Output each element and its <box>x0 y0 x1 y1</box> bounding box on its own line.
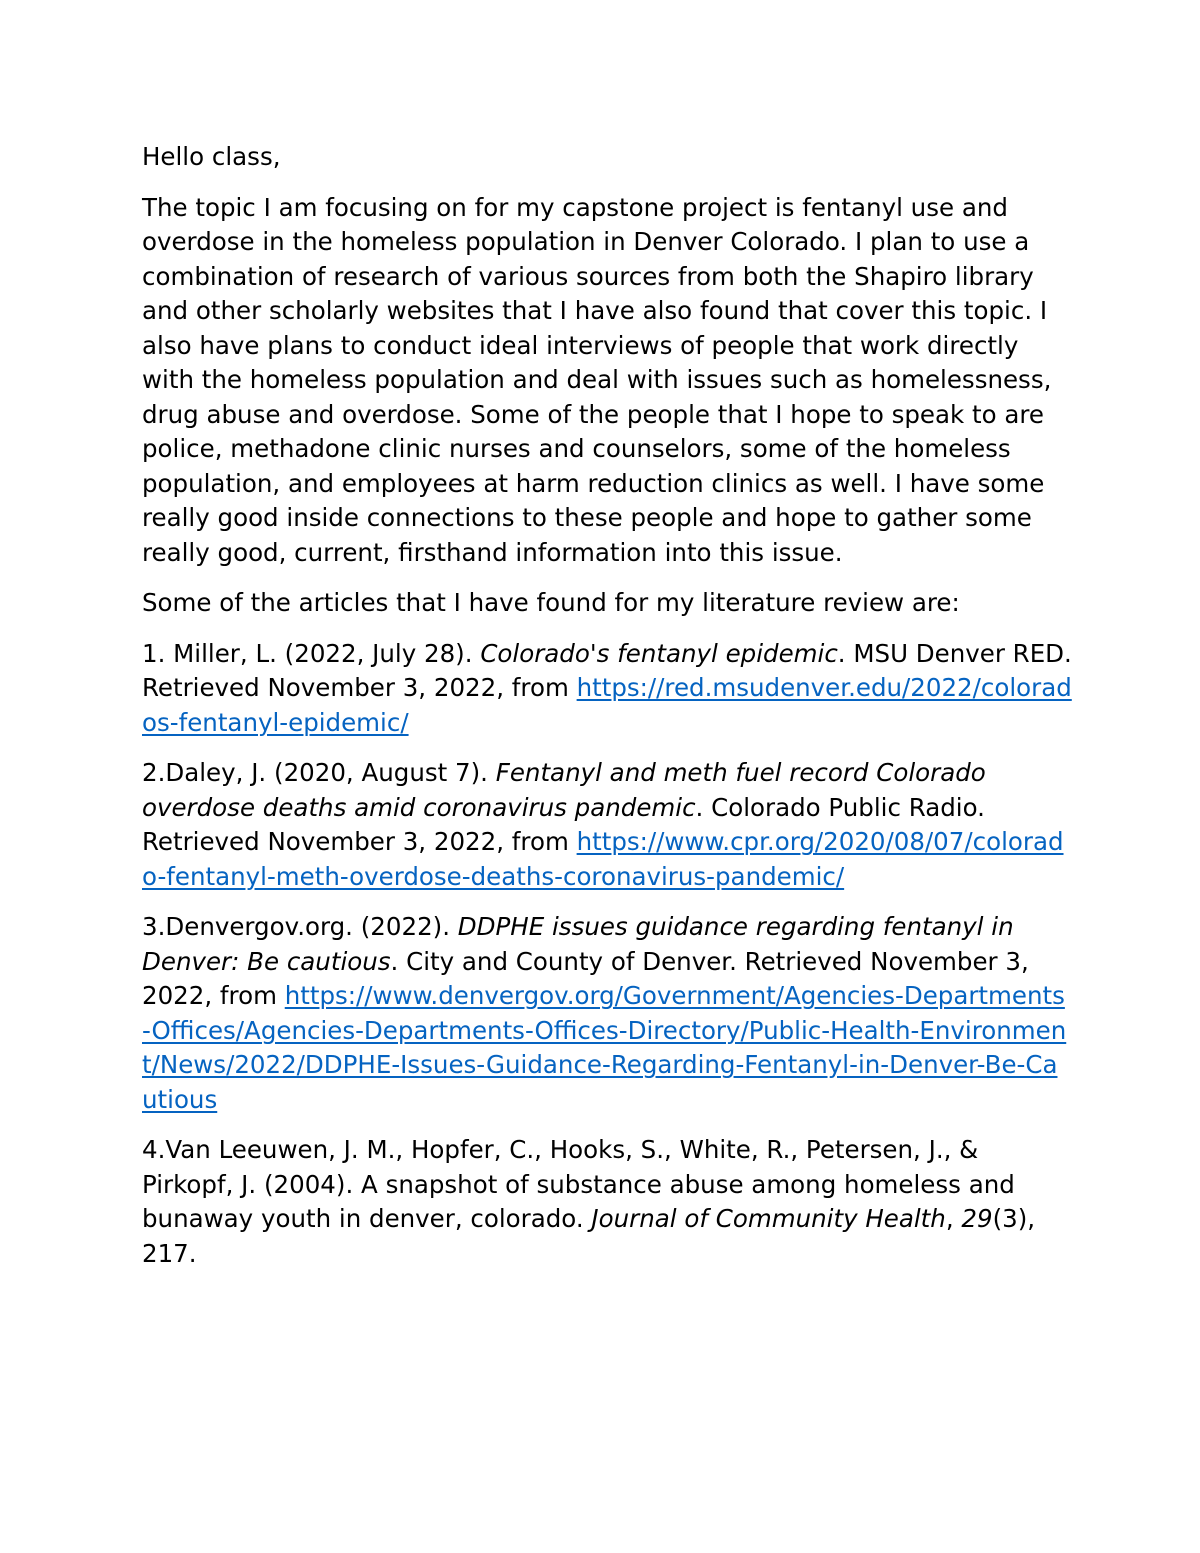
reference-link[interactable]: https://red.msudenver.edu/2022/colorados-fentanyl-epidemic/ <box>142 673 1072 737</box>
reference-link[interactable]: https://www.denvergov.org/Government/Agencies-Departments-Offices/Agencies-Departments-Offices-Directory/Public-Health-Environment/News/2022/DDPHE-Issues-Guidance-Regarding-Fentanyl-in-Denver-Be-Cautious <box>142 981 1067 1114</box>
body-paragraph: The topic I am focusing on for my capstone project is fentanyl use and overdose in the homeless population in Denver Colorado. I plan to use a combination of research of various sources from both the Shapiro library and other scholarly websites that I have also found that cover this topic. I also have plans to conduct ideal interviews of people that work directly with the homeless population and deal with issues such as homelessness, drug abuse and overdose. Some of the people that I hope to speak to are police, methadone clinic nurses and counselors, some of the homeless population, and employees at harm reduction clinics as well. I have some really good inside connections to these people and hope to gather some really good, current, firsthand information into this issue. <box>142 192 1052 567</box>
reference-4 <box>142 1133 1072 1271</box>
reference-title: DDPHE issues guidance regarding fentanyl in Denver: Be cautious <box>142 912 1014 976</box>
document-page <box>142 140 1072 1287</box>
reference-prefix: 1. Miller, L. (2022, July 28). <box>142 638 481 668</box>
reference-title: Fentanyl and meth fuel record Colorado overdose deaths amid coronavirus pandemic <box>142 758 986 822</box>
reference-prefix: 3.Denvergov.org. (2022). <box>142 912 458 941</box>
greeting: Hello class, <box>142 142 281 171</box>
reference-prefix: 2.Daley, J. (2020, August 7). <box>142 758 496 787</box>
reference-issue-pages: (3), 217. <box>142 1204 1036 1268</box>
reference-2 <box>142 756 1072 894</box>
reference-3 <box>142 910 1072 1117</box>
reference-link[interactable]: https://www.cpr.org/2020/08/07/colorado-fentanyl-meth-overdose-deaths-coronavirus-pandemic/ <box>142 827 1064 891</box>
reference-prefix: 4.Van Leeuwen, J. M., Hopfer, C., Hooks, S., White, R., Petersen, J., & Pirkopf, J. (2004). A snapshot of substance abuse among homeless and bunaway youth in denver, colorado. <box>142 1135 1015 1233</box>
reference-title: Colorado's fentanyl epidemic <box>480 638 838 668</box>
reference-suffix: . City and County of Denver. Retrieved November 3, 2022, from <box>142 946 1029 1010</box>
reference-1 <box>142 637 1072 741</box>
references-intro: Some of the articles that I have found for my literature review are: <box>142 588 960 617</box>
reference-journal: Journal of Community Health <box>591 1204 946 1233</box>
reference-volume: 29 <box>961 1204 993 1233</box>
reference-suffix: . Colorado Public Radio. Retrieved November 3, 2022, from <box>142 792 985 856</box>
reference-suffix: . MSU Denver RED. Retrieved November 3, 2022, from <box>142 638 1072 702</box>
reference-separator: , <box>945 1204 962 1233</box>
